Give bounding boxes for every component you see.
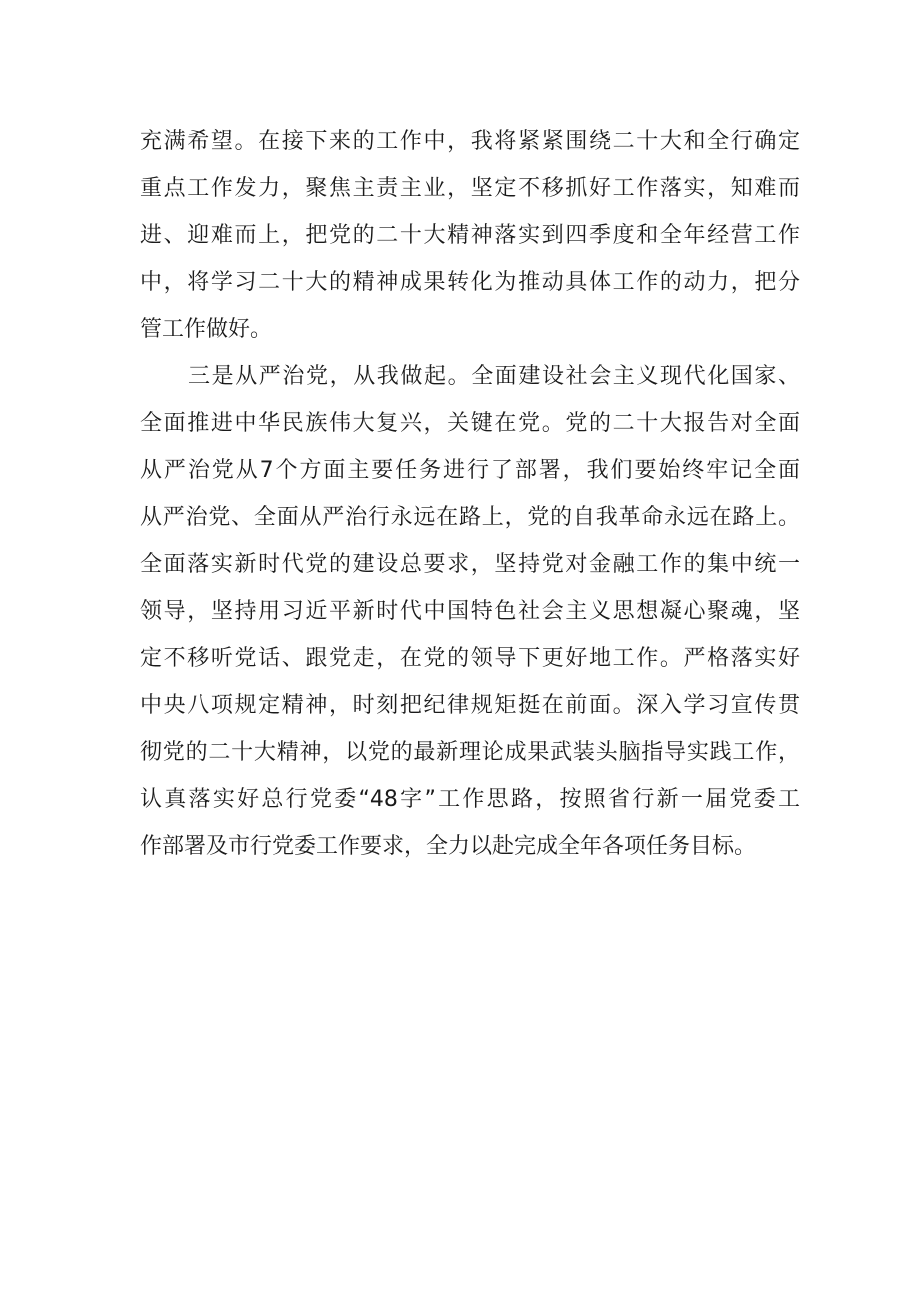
text-line: 领导，坚持用习近平新时代中国特色社会主义思想凝心聚魂，坚: [140, 599, 800, 624]
text-line: 中央八项规定精神，时刻把纪律规矩挺在前面。深入学习宣传贯: [140, 693, 800, 718]
text-line: 全面推进中华民族伟大复兴，关键在党。党的二十大报告对全面: [140, 411, 800, 436]
text-line: 作部署及市行党委工作要求，全力以赴完成全年各项任务目标。: [140, 834, 757, 859]
text-line: 从严治党、全面从严治行永远在路上，党的自我革命永远在路上。: [140, 505, 800, 530]
text-line: 重点工作发力，聚焦主责主业，坚定不移抓好工作落实，知难而: [140, 176, 800, 201]
document-body: [140, 118, 800, 870]
text-line: 彻党的二十大精神，以党的最新理论成果武装头脑指导实践工作，: [140, 740, 800, 765]
paragraph-1: [140, 118, 800, 353]
text-line: 全面落实新时代党的建设总要求，坚持党对金融工作的集中统一: [140, 552, 800, 577]
paragraph-2: [140, 353, 800, 870]
text-line: 三是从严治党，从我做起。全面建设社会主义现代化国家、: [188, 364, 800, 389]
text-line: 管工作做好。: [140, 317, 273, 342]
text-line: 定不移听党话、跟党走，在党的领导下更好地工作。严格落实好: [140, 646, 800, 671]
text-line: 充满希望。在接下来的工作中，我将紧紧围绕二十大和全行确定: [140, 129, 800, 154]
text-line: 进、迎难而上，把党的二十大精神落实到四季度和全年经营工作: [140, 223, 800, 248]
text-line: 从严治党从7个方面主要任务进行了部署，我们要始终牢记全面: [140, 458, 800, 483]
text-line: 认真落实好总行党委“48字”工作思路，按照省行新一届党委工: [140, 787, 800, 812]
text-line: 中，将学习二十大的精神成果转化为推动具体工作的动力，把分: [140, 270, 800, 295]
